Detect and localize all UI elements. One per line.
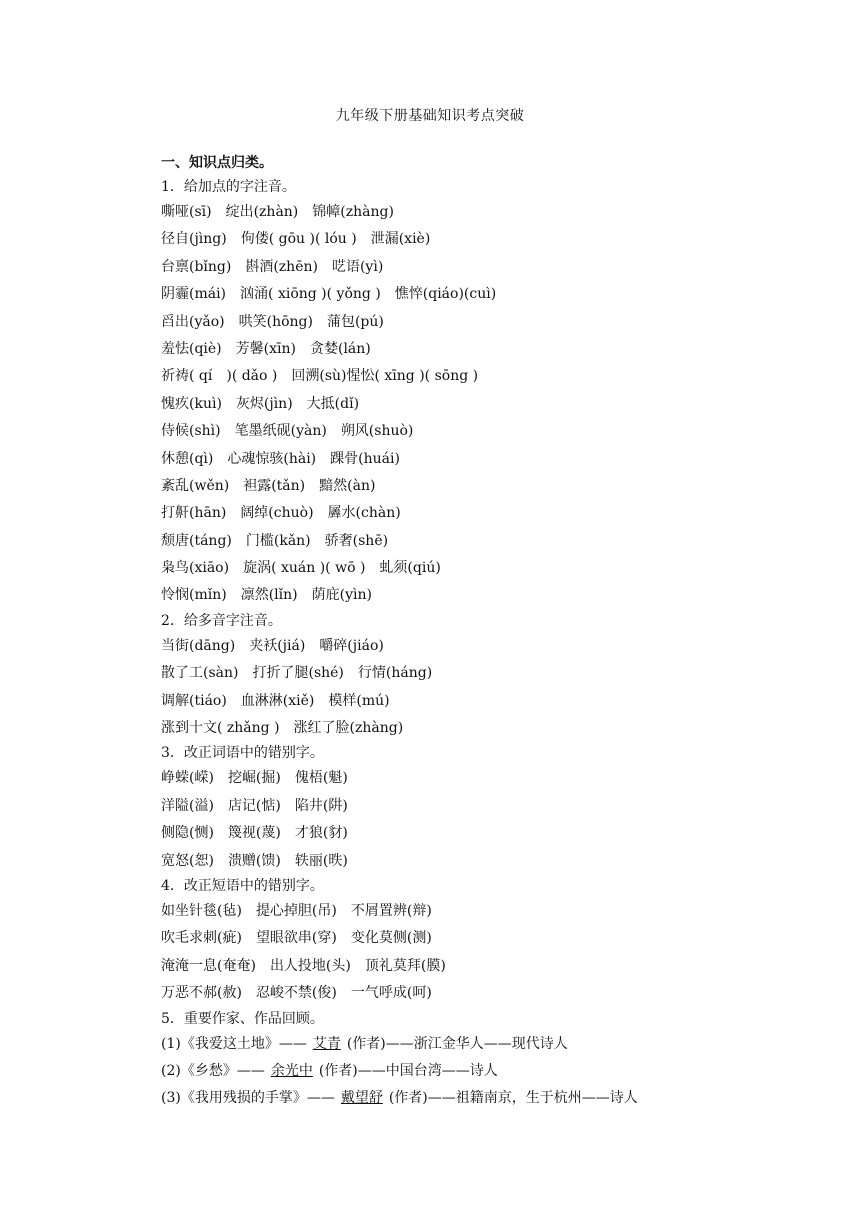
question-5-rows	[161, 1031, 781, 1113]
item-entry: 望眼欲串(穿)	[255, 930, 337, 947]
item-row	[161, 898, 781, 925]
work-title: (3)《我用残损的手掌》——	[161, 1090, 335, 1107]
item-entry: 夹袄(jiá)	[249, 637, 306, 654]
item-row	[161, 953, 781, 980]
question-2-rows	[161, 633, 781, 743]
item-entry: 颓唐(táng)	[161, 532, 232, 549]
item-entry: 吹毛求刺(疵)	[161, 930, 242, 947]
item-entry: 模样(mú)	[328, 692, 390, 709]
item-entry: 嘶哑(sī)	[161, 204, 212, 220]
page-title: 九年级下册基础知识考点突破	[335, 108, 525, 124]
item-entry: 行情(háng)	[357, 665, 433, 682]
item-row	[161, 281, 781, 308]
author-answer: 艾青	[312, 1035, 341, 1052]
item-entry: 散了工(sàn)	[161, 665, 239, 682]
item-entry: 笔墨纸砚(yàn)	[234, 423, 327, 440]
item-entry: 台禀(bǐng)	[161, 258, 232, 275]
item-entry: 祈祷( qí )( dǎo )	[161, 368, 278, 385]
item-row	[161, 582, 781, 609]
item-entry: 枭鸟(xiāo)	[161, 560, 230, 577]
item-entry: 憔悴(qiáo)(cuì)	[394, 286, 497, 303]
item-entry: 侍候(shì)	[161, 423, 221, 440]
item-row	[161, 254, 781, 281]
item-entry: 回溯(sù)惺忪( xīng )( sōng )	[291, 368, 479, 385]
question-1-heading: 1．给加点的字注音。	[161, 179, 296, 195]
question-2-heading: 2．给多音字注音。	[161, 612, 282, 629]
item-entry: 提心掉胆(吊)	[255, 902, 337, 919]
item-row	[161, 336, 781, 363]
item-entry: 斟酒(zhēn)	[245, 258, 318, 275]
item-entry: 洋隘(溢)	[161, 797, 214, 814]
item-entry: 才狼(豺)	[294, 825, 348, 842]
item-entry: 门槛(kǎn)	[245, 532, 311, 549]
item-entry: 怜悯(mǐn)	[161, 587, 227, 604]
item-row	[161, 391, 781, 418]
item-entry: 涨到十文( zhǎng )	[161, 720, 280, 737]
item-row	[161, 226, 781, 253]
author-info: (作者)——中国台湾——诗人	[318, 1062, 498, 1079]
item-entry: 蒲包(pú)	[326, 313, 384, 330]
item-entry: 绽出(zhàn)	[225, 204, 299, 220]
item-entry: 袒露(tǎn)	[243, 477, 306, 494]
item-row	[161, 555, 781, 582]
item-row	[161, 418, 781, 445]
item-entry: 篾视(蔑)	[227, 825, 281, 842]
item-entry: 如坐针毯(毡)	[161, 902, 242, 919]
item-entry: 贪婪(lán)	[309, 340, 371, 357]
item-entry: 淹淹一息(奄奄)	[161, 957, 256, 974]
item-entry: 荫庇(yìn)	[311, 587, 372, 604]
item-entry: 侧隐(恻)	[161, 825, 214, 842]
item-entry: 旋涡( xuán )( wō )	[243, 560, 366, 577]
item-entry: 佝偻( gōu )( lóu )	[240, 231, 357, 248]
item-entry: 紊乱(wěn)	[161, 477, 230, 494]
item-row	[161, 363, 781, 390]
item-entry: 心魂惊骇(hài)	[227, 450, 317, 467]
work-review-row	[161, 1058, 781, 1085]
item-row	[161, 688, 781, 715]
question-3-rows	[161, 765, 781, 875]
item-entry: 万恶不郝(赦)	[161, 985, 242, 1002]
item-entry: 调解(tiáo)	[161, 692, 227, 709]
item-entry: 溃赠(馈)	[227, 852, 281, 869]
item-entry: 打折了腿(shé)	[252, 665, 344, 682]
item-entry: 血淋淋(xiě)	[240, 692, 315, 709]
item-row	[161, 199, 781, 226]
question-3-heading: 3．改正词语中的错别字。	[161, 745, 324, 762]
author-info: (作者)——祖籍南京，生于杭州——诗人	[388, 1090, 638, 1107]
item-entry: 出人投地(头)	[269, 957, 351, 974]
item-entry: 羼水(chàn)	[327, 505, 401, 522]
item-row	[161, 446, 781, 473]
item-entry: 大抵(dǐ)	[306, 395, 360, 412]
item-entry: 不屑置辨(辩)	[350, 902, 432, 919]
question-4-heading: 4．改正短语中的错别字。	[161, 877, 324, 894]
item-entry: 陷井(阱)	[294, 797, 348, 814]
section-heading: 一、知识点归类。	[161, 155, 273, 171]
work-title: (2)《乡愁》——	[161, 1062, 265, 1079]
author-info: (作者)——浙江金华人——现代诗人	[346, 1035, 568, 1052]
item-entry: 芳馨(xīn)	[235, 340, 296, 357]
item-row	[161, 660, 781, 687]
item-entry: 哄笑(hōng)	[238, 313, 313, 330]
item-entry: 变化莫侧(测)	[350, 930, 432, 947]
question-1-rows	[161, 199, 781, 610]
item-entry: 店记(惦)	[227, 797, 281, 814]
author-answer: 戴望舒	[340, 1090, 383, 1107]
question-4-rows	[161, 898, 781, 1008]
item-entry: 打鼾(hān)	[161, 505, 227, 522]
work-review-row	[161, 1085, 781, 1112]
item-entry: 宽怒(恕)	[161, 852, 214, 869]
item-entry: 灰烬(jìn)	[235, 395, 293, 412]
item-row	[161, 473, 781, 500]
item-entry: 涨红了脸(zhàng)	[293, 720, 404, 737]
work-title: (1)《我爱这土地》——	[161, 1035, 307, 1052]
item-row	[161, 793, 781, 820]
item-row	[161, 848, 781, 875]
item-entry: 泄漏(xiè)	[370, 231, 431, 248]
item-entry: 傀梧(魁)	[294, 770, 348, 787]
item-row	[161, 500, 781, 527]
item-entry: 当街(dāng)	[161, 637, 236, 654]
item-entry: 黯然(àn)	[319, 477, 376, 494]
item-row	[161, 765, 781, 792]
item-entry: 挖崛(掘)	[227, 770, 281, 787]
item-row	[161, 528, 781, 555]
item-entry: 阔绰(chuò)	[240, 505, 314, 522]
item-row	[161, 925, 781, 952]
item-entry: 阴霾(mái)	[161, 286, 227, 303]
work-review-row	[161, 1031, 781, 1058]
item-entry: 舀出(yǎo)	[161, 313, 225, 330]
item-entry: 休憩(qì)	[161, 450, 214, 467]
item-entry: 嚼碎(jiáo)	[319, 637, 384, 654]
item-entry: 朔风(shuò)	[340, 423, 414, 440]
item-entry: 一气呼成(呵)	[350, 985, 432, 1002]
item-entry: 踝骨(huái)	[330, 450, 400, 467]
item-entry: 羞怯(qiè)	[161, 340, 222, 357]
item-entry: 凛然(lǐn)	[240, 587, 298, 604]
item-entry: 峥蝾(嵘)	[161, 770, 214, 787]
item-row	[161, 715, 781, 742]
item-entry: 愧疚(kuì)	[161, 395, 222, 412]
item-entry: 虬须(qiú)	[379, 560, 441, 577]
item-row	[161, 980, 781, 1007]
item-row	[161, 820, 781, 847]
item-row	[161, 633, 781, 660]
item-entry: 锦幛(zhàng)	[312, 204, 394, 220]
item-entry: 轶丽(昳)	[294, 852, 348, 869]
item-entry: 汹涌( xiōng )( yǒng )	[240, 286, 381, 303]
item-entry: 呓语(yì)	[331, 258, 384, 275]
question-5-heading: 5．重要作家、作品回顾。	[161, 1010, 324, 1027]
item-row	[161, 309, 781, 336]
author-answer: 余光中	[270, 1062, 313, 1079]
item-entry: 骄奢(shē)	[324, 532, 389, 549]
item-entry: 径自(jìng)	[161, 231, 227, 248]
item-entry: 忍峻不禁(俊)	[255, 985, 337, 1002]
document-body	[161, 150, 781, 1113]
item-entry: 顶礼莫拜(膜)	[364, 957, 446, 974]
